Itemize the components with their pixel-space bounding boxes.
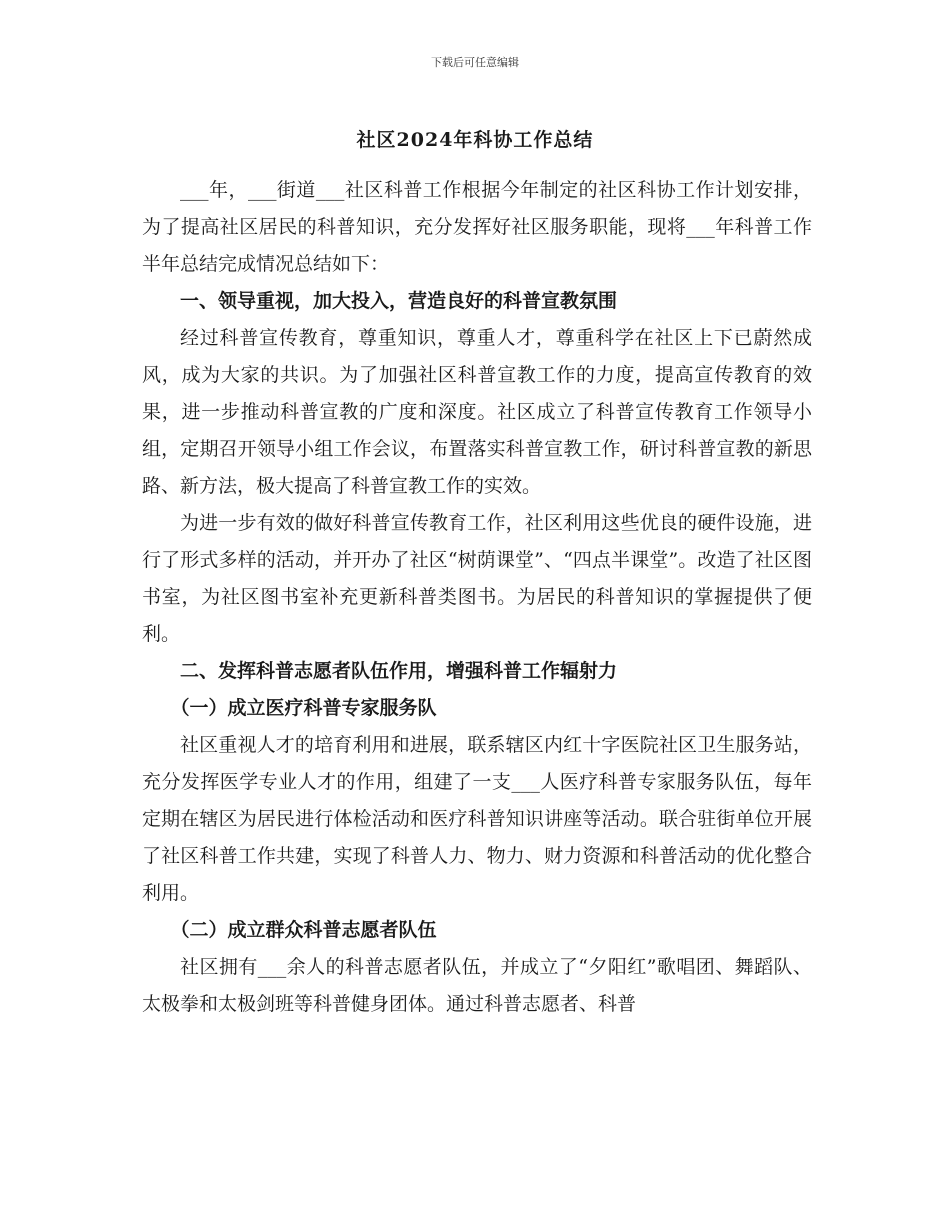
document-body — [142, 172, 812, 1023]
body-paragraph: 为进一步有效的做好科普宣传教育工作，社区利用这些优良的硬件设施，进行了形式多样的活动，并开办了社区“树荫课堂”、“四点半课堂”。改造了社区图书室，为社区图书室补充更新科普类图书。为居民的科普知识的掌握提供了便利。 — [142, 512, 812, 645]
subsection-heading-2: （二）成立群众科普志愿者队伍 — [170, 919, 437, 941]
section-heading-1: 一、领导重视，加大投入，营造良好的科普宣教氛围 — [180, 290, 618, 312]
body-paragraph: 社区重视人才的培育利用和进展，联系辖区内红十字医院社区卫生服务站，充分发挥医学专业人才的作用，组建了一支___人医疗科普专家服务队伍，每年定期在辖区为居民进行体检活动和医疗科普知识讲座等活动。联合驻街单位开展了社区科普工作共建，实现了科普人力、物力、财力资源和科普活动的优化整合利用。 — [142, 734, 812, 904]
intro-paragraph: ___年，___街道___社区科普工作根据今年制定的社区科协工作计划安排，为了提高社区居民的科普知识，充分发挥好社区服务职能，现将___年科普工作半年总结完成情况总结如下： — [142, 179, 812, 275]
section-heading-2: 二、发挥科普志愿者队伍作用，增强科普工作辐射力 — [180, 660, 618, 682]
document-title: 社区2024年科协工作总结 — [356, 129, 594, 151]
body-paragraph: 社区拥有___余人的科普志愿者队伍，并成立了“夕阳红”歌唱团、舞蹈队、太极拳和太极剑班等科普健身团体。通过科普志愿者、科普 — [142, 956, 812, 1015]
body-paragraph: 经过科普宣传教育，尊重知识，尊重人才，尊重科学在社区上下已蔚然成风，成为大家的共识。为了加强社区科普宣教工作的力度，提高宣传教育的效果，进一步推动科普宣教的广度和深度。社区成立了科普宣传教育工作领导小组，定期召开领导小组工作会议，布置落实科普宣教工作，研讨科普宣教的新思路、新方法，极大提高了科普宣教工作的实效。 — [142, 327, 812, 497]
subsection-heading-1: （一）成立医疗科普专家服务队 — [170, 697, 437, 719]
header-note: 下载后可任意编辑 — [431, 56, 519, 69]
